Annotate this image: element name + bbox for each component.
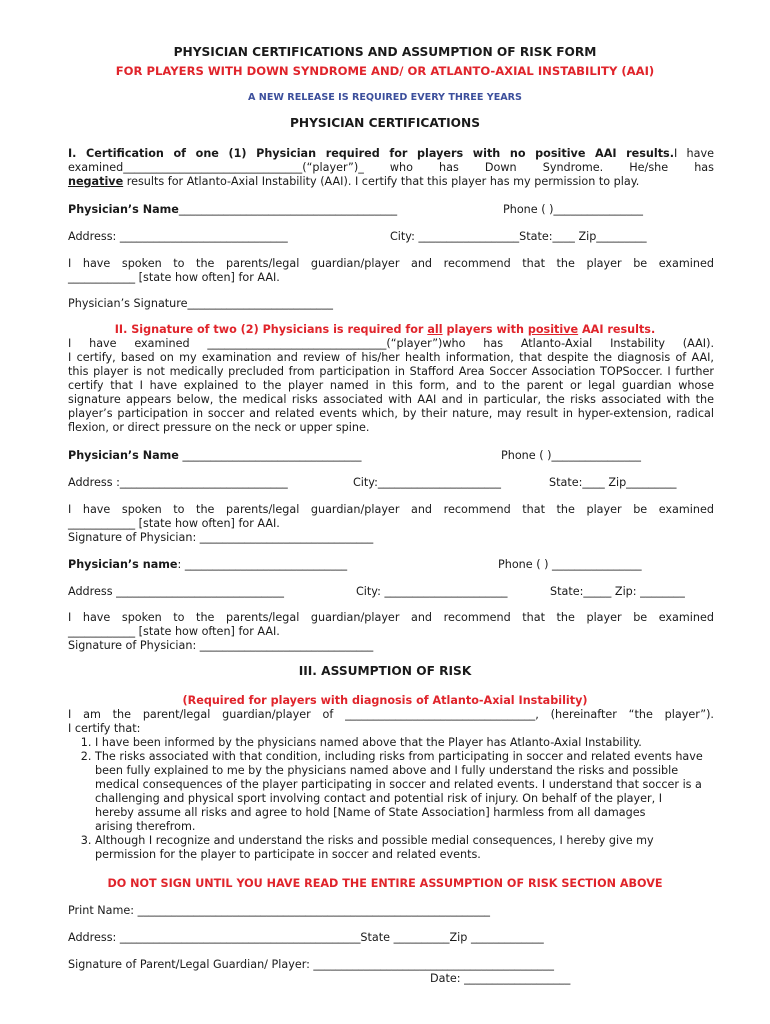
warning-text: DO NOT SIGN UNTIL YOU HAVE READ THE ENTIRE ASSUMPTION OF RISK SECTION ABOVE (107, 877, 663, 890)
list-item (95, 750, 723, 834)
form-title: PHYSICIAN CERTIFICATIONS AND ASSUMPTION OF RISK FORM (173, 45, 597, 59)
spoken-line-2: ____________ [state how often] for AAI. (68, 517, 280, 530)
section2-statement (68, 337, 714, 435)
section2-heading-part: players with (442, 323, 528, 336)
print-name-field[interactable]: Print Name: _______________________________________________________________ (68, 904, 491, 917)
list-item (95, 834, 723, 862)
list-item-line: permission for the player to participate in soccer and related events. (95, 848, 481, 861)
section3-heading: III. ASSUMPTION OF RISK (298, 664, 472, 678)
physician2-city-field[interactable]: City: ______________________ (356, 585, 508, 598)
physician1-signature-field[interactable]: Signature of Physician: _______________________________ (68, 531, 374, 544)
cert-bold-text: I. Certification of one (1) Physician required for players with no positive AAI results. (68, 147, 674, 160)
statement-line: I certify, based on my examination and review of his/her health information, that despite the diagnosis of AAI, (68, 351, 714, 364)
physician1-city-field[interactable]: City:______________________ (353, 476, 501, 489)
physician2-signature-field[interactable]: Signature of Physician: _______________________________ (68, 639, 374, 652)
section1-heading: PHYSICIAN CERTIFICATIONS (289, 116, 481, 130)
section3-intro[interactable] (68, 708, 714, 736)
physician1-name-label: Physician’s Name (68, 449, 179, 462)
physician-name-field[interactable] (68, 203, 397, 217)
physician-signature-field[interactable]: Physician’s Signature__________________________ (68, 297, 333, 310)
statement-line: player’s participation in soccer and related events which, by their nature, may result in hyper-extension, radical (68, 407, 714, 420)
section2-heading (0, 323, 770, 337)
statement-line: signature appears below, the medical risks associated with AAI and in particular, the risks associated with the (68, 393, 714, 406)
cert-line-2: examined________________________________(“player”)_ who has Down Syndrome. He/she has (68, 161, 714, 174)
intro-line-1: I am the parent/legal guardian/player of __________________________________, (hereinafter “the player”). (68, 708, 714, 721)
section2-heading-part: AAI results. (578, 323, 656, 336)
list-item-line: 1. I have been informed by the physicians named above that the Player has Atlanto-Axial Instability. (95, 736, 642, 749)
physician2-name-field[interactable] (68, 558, 347, 572)
list-item-line: hereby assume all risks and agree to hold [Name of State Association] harmless from all damages (95, 806, 646, 819)
physician2-exam-recommendation[interactable] (68, 611, 714, 653)
list-item (95, 736, 723, 750)
physician2-address-field[interactable]: Address ______________________________ (68, 585, 284, 598)
physician-name-label: Physician’s Name (68, 203, 179, 216)
list-item-line: challenging and physical sport involving contact and potential risk of injury. On behalf of the player, I (95, 792, 663, 805)
list-item-line: 2. The risks associated with that condition, including risks from participating in soccer and related events have (95, 750, 703, 763)
physician-phone-field[interactable]: Phone ( )________________ (503, 203, 643, 216)
physician2-phone-field[interactable]: Phone ( ) ________________ (498, 558, 642, 571)
list-item-line: medical consequences of the player participating in soccer and related events. I understand that soccer is a (95, 778, 702, 791)
physician2-name-label: Physician’s name (68, 558, 178, 571)
guardian-signature-field[interactable]: Signature of Parent/Legal Guardian/ Player: ___________________________________________ (68, 958, 554, 971)
form-subtitle: FOR PLAYERS WITH DOWN SYNDROME AND/ OR ATLANTO-AXIAL INSTABILITY (AAI) (115, 64, 655, 78)
physician1-address-field[interactable]: Address :______________________________ (68, 476, 288, 489)
statement-line: certify that I have explained to the player named in this form, and to the parent or legal guardian whose (68, 379, 714, 392)
physician2-state-zip-field[interactable]: State:_____ Zip: ________ (550, 585, 685, 598)
physician1-name-line: ________________________________ (178, 449, 362, 462)
physician-city-state-zip-field[interactable]: City: __________________State:____ Zip_________ (390, 230, 647, 243)
statement-line: flexion, or direct pressure on the neck or upper spine. (68, 421, 370, 434)
section2-heading-part: II. Signature of two (2) Physicians is required for (114, 323, 428, 336)
guardian-address-field[interactable]: Address: ___________________________________________State __________Zip _____________ (68, 931, 544, 944)
physician1-name-field[interactable] (68, 449, 361, 463)
cert-rest-text: I have (673, 147, 715, 160)
positive-text: positive (527, 323, 579, 336)
spoken-line-1: I have spoken to the parents/legal guardian/player and recommend that the player be examined (68, 503, 714, 516)
release-note: A NEW RELEASE IS REQUIRED EVERY THREE YEARS (248, 92, 522, 103)
all-text: all (427, 323, 443, 336)
spoken-line-1: I have spoken to the parents/legal guardian/player and recommend that the player be examined (68, 611, 714, 624)
physician2-name-line: : _____________________________ (177, 558, 348, 571)
statement-line: I have examined ________________________________(“player”)who has Atlanto-Axial Instability (AAI). (68, 337, 714, 350)
physician1-state-zip-field[interactable]: State:____ Zip_________ (549, 476, 677, 489)
physician-name-line: _______________________________________ (178, 203, 398, 216)
date-field[interactable]: Date: ___________________ (430, 972, 571, 985)
assumption-list (68, 736, 723, 862)
spoken-line-2: ____________ [state how often] for AAI. (68, 271, 280, 284)
physician-address-field[interactable]: Address: ______________________________ (68, 230, 288, 243)
cert-line-3: results for Atlanto-Axial Instability (AAI). I certify that this player has my permission to play. (123, 175, 640, 188)
physician1-phone-field[interactable]: Phone ( )________________ (501, 449, 641, 462)
statement-line: this player is not medically precluded from participation in Stafford Area Soccer Association TOPSoccer. I further (68, 365, 714, 378)
physician1-exam-recommendation[interactable] (68, 503, 714, 545)
negative-text: negative (68, 175, 124, 188)
list-item-line: been fully explained to me by the physicians named above and I fully understand the risks and possible (95, 764, 679, 777)
list-item-line: arising therefrom. (95, 820, 196, 833)
section1-certification (68, 147, 714, 189)
section1-exam-recommendation[interactable] (68, 257, 714, 285)
section3-required-note: (Required for players with diagnosis of Atlanto-Axial Instability) (182, 694, 588, 707)
spoken-line-2: ____________ [state how often] for AAI. (68, 625, 280, 638)
spoken-line-1: I have spoken to the parents/legal guardian/player and recommend that the player be examined (68, 257, 714, 270)
intro-line-2: I certify that: (68, 722, 141, 735)
list-item-line: 3. Although I recognize and understand the risks and possible medial consequences, I hereby give my (95, 834, 654, 847)
